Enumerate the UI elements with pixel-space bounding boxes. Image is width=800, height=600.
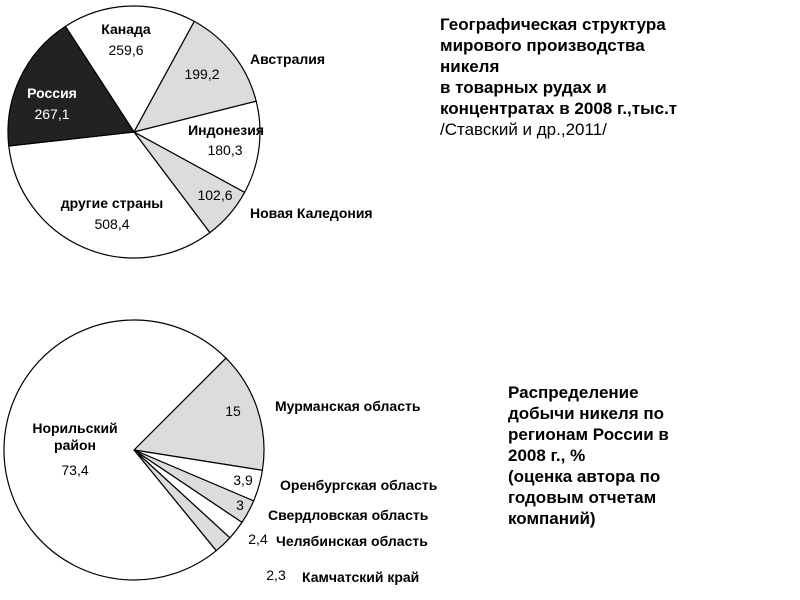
- chart2-title-line: годовым отчетам: [508, 488, 657, 507]
- pie-1-slice-label: Канада: [101, 21, 151, 37]
- pie-1-slice-label: Новая Каледония: [250, 205, 373, 221]
- pie-2-value-label: 2,4: [248, 531, 268, 547]
- chart2-title-line: Распределение: [508, 383, 639, 402]
- chart2-title-line: добычи никеля по: [508, 404, 665, 423]
- chart1-title-line: Географическая структура: [440, 15, 666, 34]
- pie-2-value-label: 3,9: [233, 472, 253, 488]
- pie-1-value-label: 259,6: [108, 42, 144, 58]
- pie-2-slice-label: Оренбургская область: [280, 477, 438, 493]
- chart2-title-line: регионам России в: [508, 425, 669, 444]
- pie-1-value-label: 102,6: [197, 187, 233, 203]
- chart1-source: /Ставский и др.,2011/: [440, 120, 607, 139]
- pie-1-slice-label: Австралия: [250, 51, 326, 67]
- pie-chart-2: [4, 320, 438, 585]
- pie-1-value-label: 267,1: [34, 106, 70, 122]
- chart1-title-line: мирового производства: [440, 36, 645, 55]
- pie-2-slice-label: Мурманская область: [275, 398, 421, 414]
- chart1-title-line: никеля: [440, 57, 500, 76]
- pie-1-value-label: 180,3: [207, 142, 243, 158]
- pie-2-value-label: 73,4: [61, 462, 89, 478]
- pie-2-slice-label: Камчатский край: [302, 569, 420, 585]
- pie-1-slice-label: Россия: [27, 85, 77, 101]
- pie-2-slice-label: Челябинская область: [276, 533, 428, 549]
- chart2-title-line: (оценка автора по: [508, 467, 661, 486]
- pie-2-value-label: 15: [225, 403, 241, 419]
- pie-2-value-label: 2,3: [266, 567, 286, 583]
- pie-chart-1: [8, 6, 373, 258]
- chart2-title-line: компаний): [508, 509, 596, 528]
- pie-1-value-label: 508,4: [94, 216, 130, 232]
- chart2-title: [508, 382, 748, 529]
- pie-2-slice-label: Норильский район: [32, 420, 118, 453]
- chart1-title-line: концентратах в 2008 г.,тыс.т: [440, 99, 678, 118]
- chart1-title-line: в товарных рудах и: [440, 78, 607, 97]
- chart1-title: [440, 14, 790, 140]
- pie-1-slice-label: другие страны: [60, 195, 164, 211]
- pie-1-value-label: 199,2: [184, 66, 220, 82]
- pie-2-slice-label: Свердловская область: [268, 507, 429, 523]
- pie-1-slice-label: Индонезия: [188, 122, 264, 138]
- chart2-title-line: 2008 г., %: [508, 446, 586, 465]
- pie-2-value-label: 3: [236, 497, 244, 513]
